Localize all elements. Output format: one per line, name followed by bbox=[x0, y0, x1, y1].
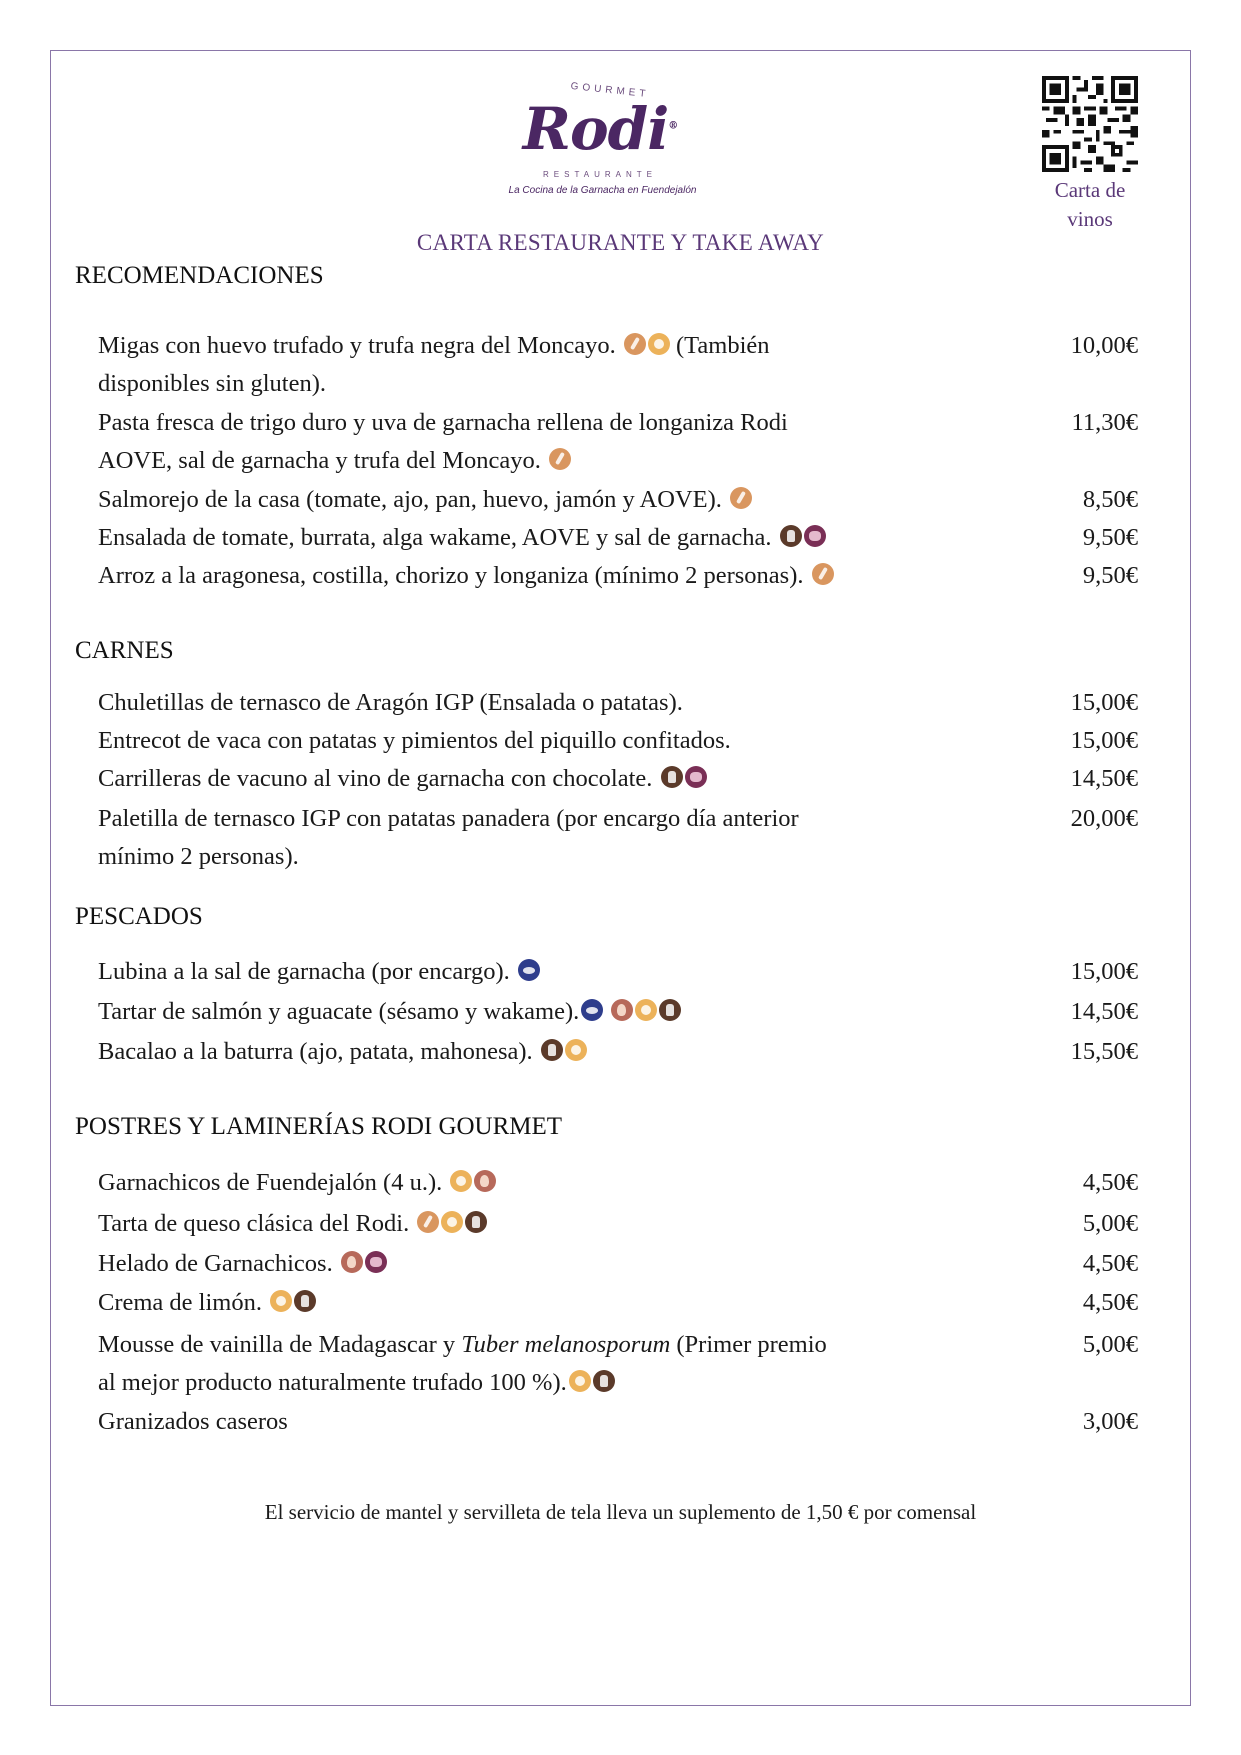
menu-item: Tartar de salmón y aguacate (sésamo y wakame). 14,50€ bbox=[98, 993, 1138, 1031]
menu-item: Lubina a la sal de garnacha (por encargo). 15,00€ bbox=[98, 953, 1138, 991]
menu-item: Salmorejo de la casa (tomate, ajo, pan, huevo, jamón y AOVE). 8,50€ bbox=[98, 481, 1138, 519]
egg-icon bbox=[270, 1290, 292, 1312]
milk-icon bbox=[593, 1370, 615, 1392]
egg-icon bbox=[565, 1039, 587, 1061]
gluten-icon bbox=[549, 448, 571, 470]
sulfite-icon bbox=[685, 766, 707, 788]
fish-icon bbox=[581, 999, 603, 1021]
item-price: 14,50€ bbox=[1070, 998, 1138, 1025]
logo-gourmet-word: GOURMET bbox=[570, 80, 650, 101]
gluten-icon bbox=[417, 1211, 439, 1233]
menu-item: Chuletillas de ternasco de Aragón IGP (Ensalada o patatas). 15,00€ bbox=[98, 684, 1138, 722]
item-price: 20,00€ bbox=[1070, 805, 1138, 832]
section-heading-pescados: PESCADOS bbox=[75, 903, 203, 930]
menu-item: Arroz a la aragonesa, costilla, chorizo y longaniza (mínimo 2 personas). 9,50€ bbox=[98, 557, 1138, 595]
item-price: 9,50€ bbox=[1082, 562, 1138, 589]
section-heading-postres: POSTRES Y LAMINERÍAS RODI GOURMET bbox=[75, 1113, 563, 1140]
item-price: 5,00€ bbox=[1082, 1331, 1138, 1358]
milk-icon bbox=[661, 766, 683, 788]
menu-item: Crema de limón. 4,50€ bbox=[98, 1284, 1138, 1322]
menu-item: Mousse de vainilla de Madagascar y Tuber melanosporum (Primer premio al mejor producto naturalmente trufado 100 %). 5,00€ bbox=[98, 1326, 1138, 1401]
item-price: 10,00€ bbox=[1070, 332, 1138, 359]
milk-icon bbox=[541, 1039, 563, 1061]
menu-item: Tarta de queso clásica del Rodi. 5,00€ bbox=[98, 1205, 1138, 1243]
menu-item: Garnachicos de Fuendejalón (4 u.). 4,50€ bbox=[98, 1164, 1138, 1202]
egg-icon bbox=[648, 333, 670, 355]
menu-title: CARTA RESTAURANTE Y TAKE AWAY bbox=[416, 230, 825, 255]
wine-list-label[interactable]: Carta de vinos bbox=[1054, 178, 1126, 231]
nuts-icon bbox=[611, 999, 633, 1021]
menu-item: Bacalao a la baturra (ajo, patata, mahonesa). 15,50€ bbox=[98, 1033, 1138, 1071]
item-price: 4,50€ bbox=[1082, 1169, 1138, 1196]
egg-icon bbox=[635, 999, 657, 1021]
egg-icon bbox=[450, 1170, 472, 1192]
menu-item: Pasta fresca de trigo duro y uva de garnacha rellena de longaniza Rodi AOVE, sal de garnacha y trufa del Moncayo. 11,30€ bbox=[98, 404, 1138, 479]
egg-icon bbox=[441, 1211, 463, 1233]
item-price: 5,00€ bbox=[1082, 1210, 1138, 1237]
milk-icon bbox=[780, 525, 802, 547]
gluten-icon bbox=[624, 333, 646, 355]
milk-icon bbox=[659, 999, 681, 1021]
service-note: El servicio de mantel y servilleta de tela lleva un suplemento de 1,50 € por comensal bbox=[264, 1500, 977, 1524]
logo-restaurante-word: RESTAURANTE bbox=[543, 170, 657, 179]
menu-item: Ensalada de tomate, burrata, alga wakame, AOVE y sal de garnacha. 9,50€ bbox=[98, 519, 1138, 557]
item-price: 8,50€ bbox=[1082, 486, 1138, 513]
page-border bbox=[50, 50, 1191, 1706]
item-price: 9,50€ bbox=[1082, 524, 1138, 551]
logo-tagline: La Cocina de la Garnacha en Fuendejalón bbox=[508, 185, 697, 196]
item-price: 15,00€ bbox=[1070, 689, 1138, 716]
item-price: 4,50€ bbox=[1082, 1289, 1138, 1316]
item-price: 15,00€ bbox=[1070, 958, 1138, 985]
qr-code-icon[interactable] bbox=[1042, 76, 1138, 172]
restaurant-logo bbox=[490, 80, 715, 205]
sulfite-icon bbox=[804, 525, 826, 547]
menu-item: Helado de Garnachicos. 4,50€ bbox=[98, 1245, 1138, 1283]
milk-icon bbox=[465, 1211, 487, 1233]
item-price: 4,50€ bbox=[1082, 1250, 1138, 1277]
menu-item: Granizados caseros 3,00€ bbox=[98, 1403, 1138, 1441]
menu-item: Carrilleras de vacuno al vino de garnacha con chocolate. 14,50€ bbox=[98, 760, 1138, 798]
gluten-icon bbox=[812, 563, 834, 585]
logo-brand: Rodi® bbox=[522, 95, 678, 163]
item-price: 14,50€ bbox=[1070, 765, 1138, 792]
section-heading-recomendaciones: RECOMENDACIONES bbox=[75, 262, 324, 289]
item-price: 15,00€ bbox=[1070, 727, 1138, 754]
menu-item: Migas con huevo trufado y trufa negra del Moncayo. (También disponibles sin gluten). 10,00€ bbox=[98, 327, 1138, 402]
nuts-icon bbox=[341, 1251, 363, 1273]
nuts-icon bbox=[474, 1170, 496, 1192]
item-price: 11,30€ bbox=[1071, 409, 1138, 436]
egg-icon bbox=[569, 1370, 591, 1392]
sulfite-icon bbox=[365, 1251, 387, 1273]
gluten-icon bbox=[730, 487, 752, 509]
menu-item: Paletilla de ternasco IGP con patatas panadera (por encargo día anterior mínimo 2 personas). 20,00€ bbox=[98, 800, 1138, 875]
item-price: 15,50€ bbox=[1070, 1038, 1138, 1065]
section-heading-carnes: CARNES bbox=[75, 637, 174, 664]
menu-item: Entrecot de vaca con patatas y pimientos del piquillo confitados. 15,00€ bbox=[98, 722, 1138, 760]
fish-icon bbox=[518, 959, 540, 981]
item-price: 3,00€ bbox=[1082, 1408, 1138, 1435]
milk-icon bbox=[294, 1290, 316, 1312]
